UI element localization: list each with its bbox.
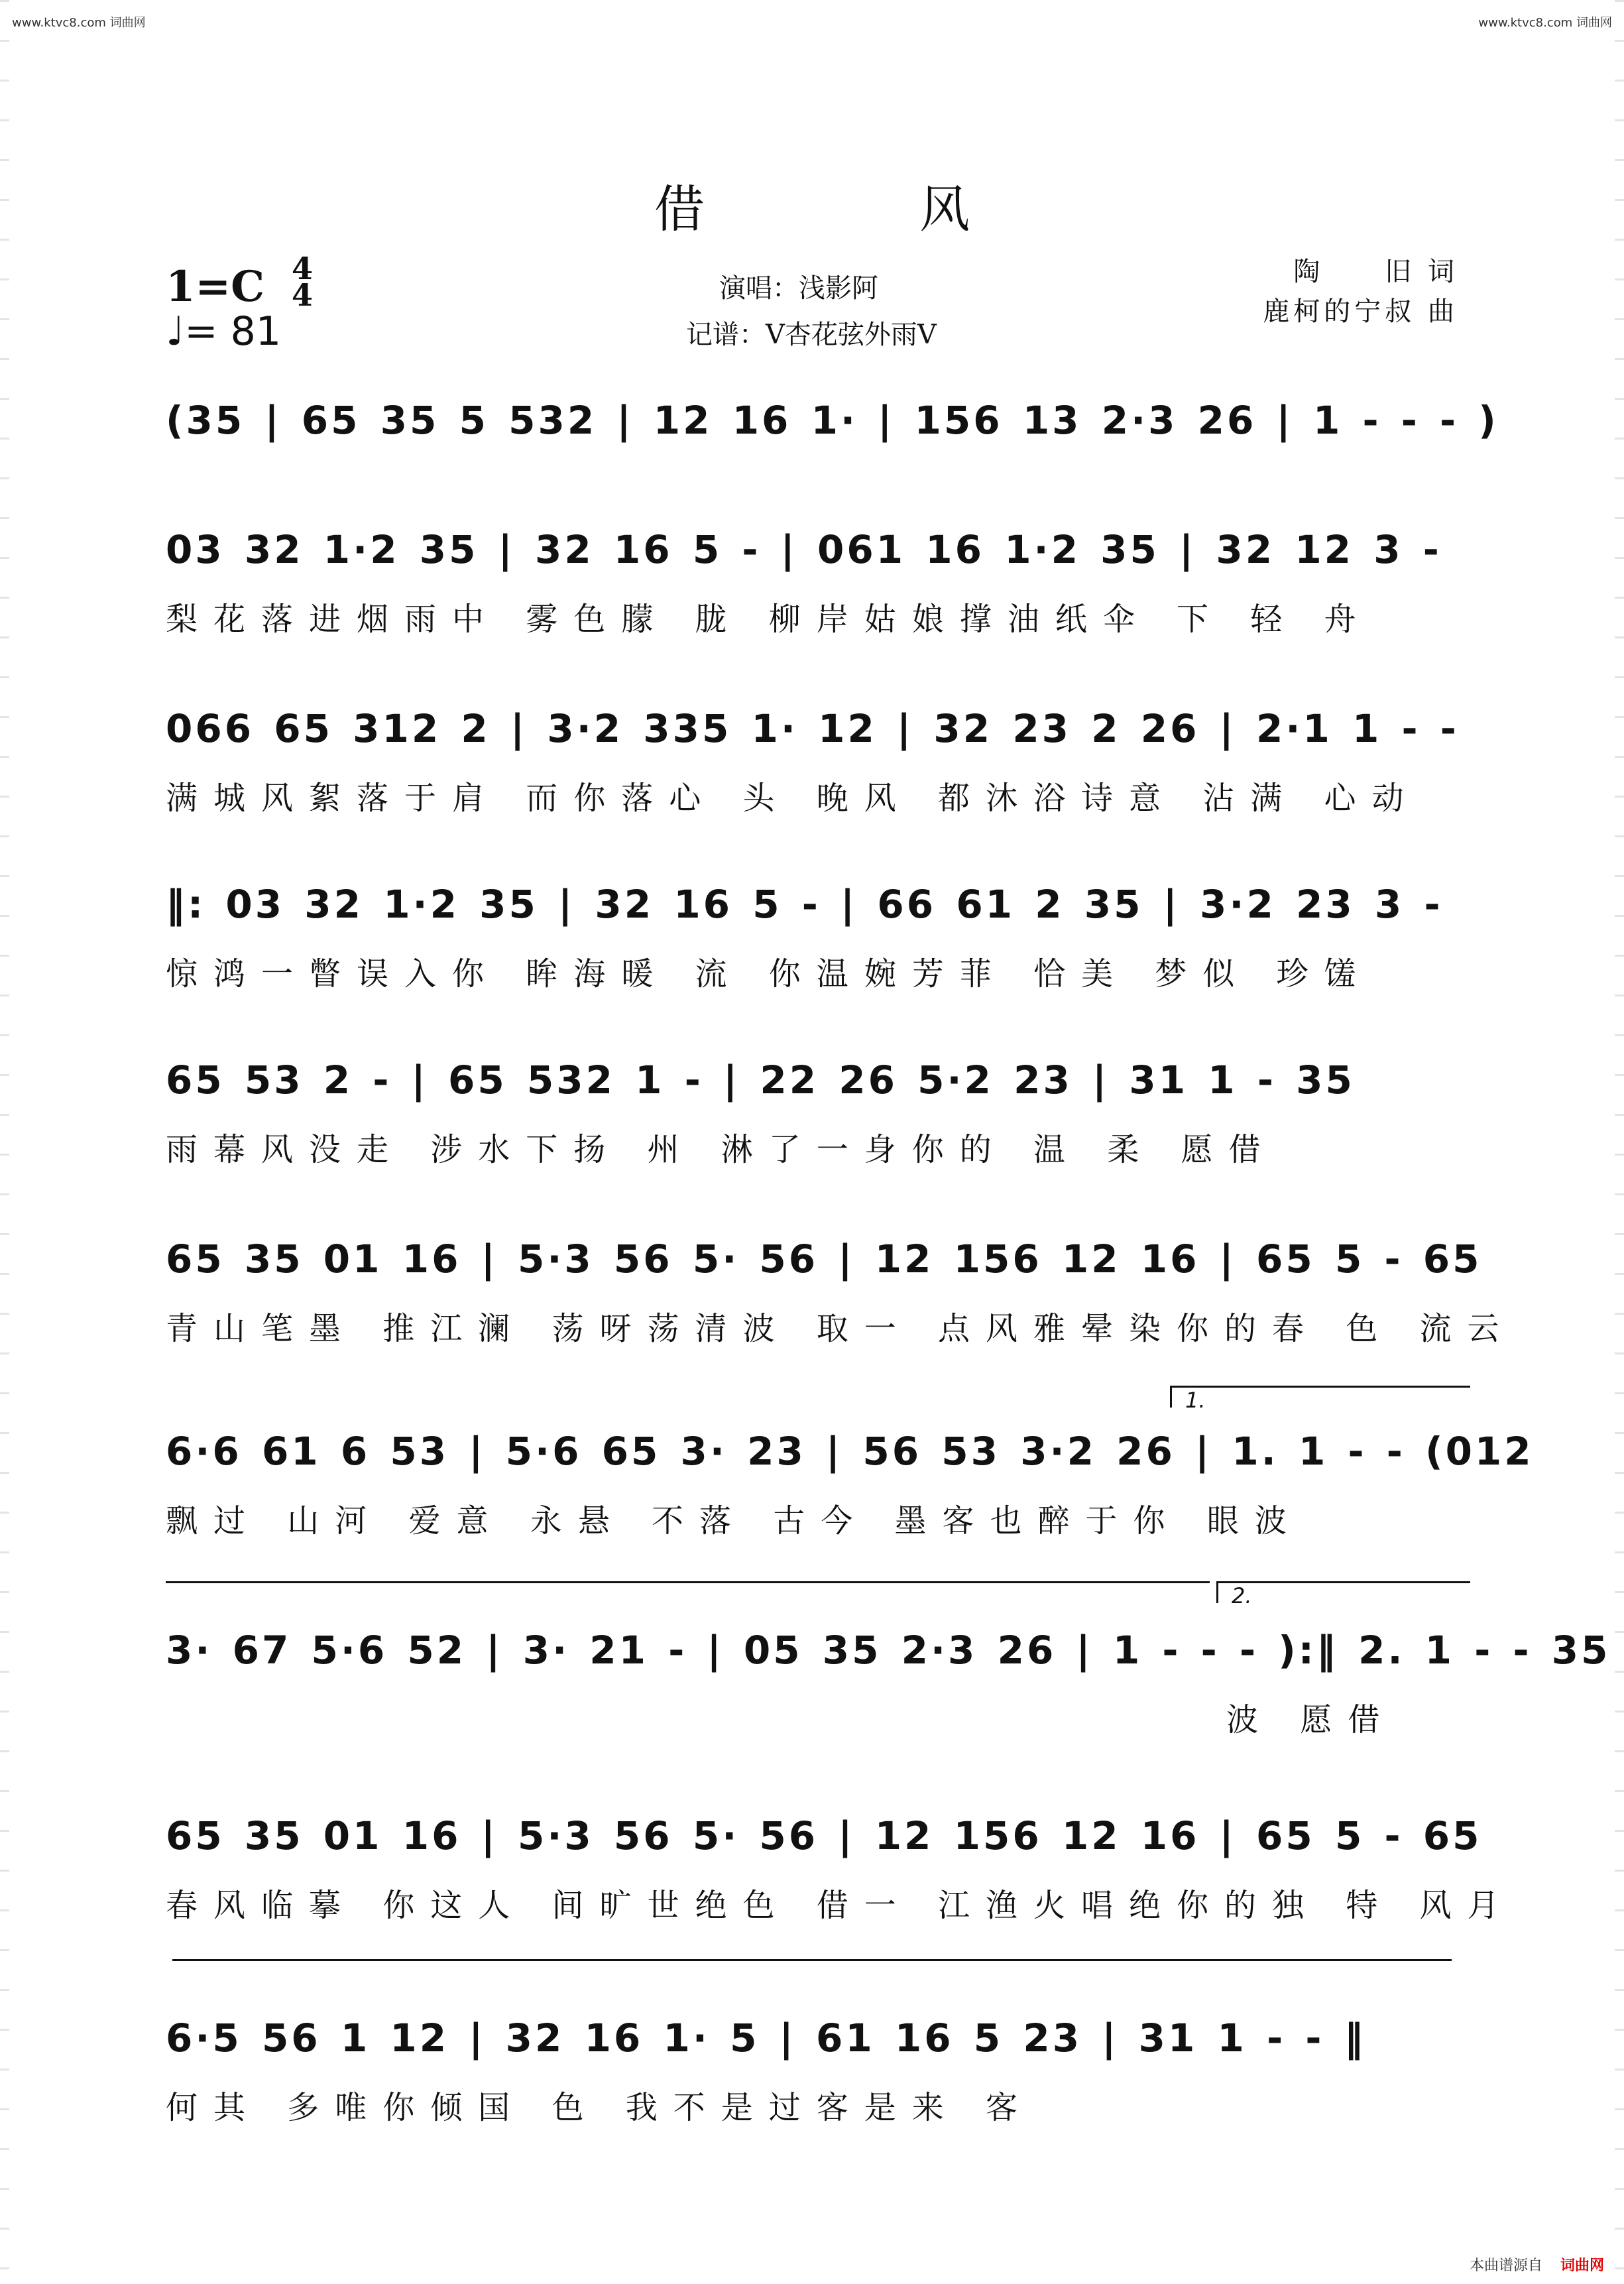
lyric-line: 飘过 山河 爱意 永悬 不落 古今 墨客也醉于你 眼波 bbox=[166, 1502, 1303, 1539]
notation-line: ‖: 03 32 1·2 35 | 32 16 5 - | 66 61 2 35 | 3·2 23 3 - bbox=[166, 882, 1443, 927]
lyric-line: 惊鸿一瞥误入你 眸海暖 流 你温婉芳菲 恰美 梦似 珍馐 bbox=[166, 955, 1372, 992]
score-system-4 bbox=[166, 882, 1458, 994]
notation-line: 066 65 312 2 | 3·2 335 1· 12 | 32 23 2 26 | 2·1 1 - - bbox=[166, 706, 1459, 751]
notation-line: 3· 67 5·6 52 | 3· 21 - | 05 35 2·3 26 | 1 - - - ):‖ 2. 1 - - 35 bbox=[166, 1628, 1611, 1673]
lyric-line: 何其 多唯你倾国 色 我不是过客是来 客 bbox=[166, 2089, 1034, 2126]
lyric-line: 春风临摹 你这人 间旷世绝色 借一 江渔火唱绝你的独 特 风月 bbox=[166, 1887, 1515, 1924]
lyric-line: 雨幕风没走 涉水下扬 州 淋了一身你的 温 柔 愿借 bbox=[166, 1131, 1277, 1168]
time-signature bbox=[292, 251, 314, 313]
notation-line: 65 35 01 16 | 5·3 56 5· 56 | 12 156 12 16 | 65 5 - 65 bbox=[166, 1236, 1482, 1282]
page-footer bbox=[1470, 2254, 1604, 2275]
score-system-6 bbox=[166, 1236, 1515, 1349]
score-system-3 bbox=[166, 706, 1458, 818]
meter-top: 4 bbox=[292, 251, 314, 286]
right-margin-strip bbox=[1615, 0, 1624, 2284]
lyric-line: 满城风絮落于肩 而你落心 头 晚风 都沐浴诗意 沾满 心动 bbox=[166, 780, 1420, 817]
footer-source-text: 本曲谱源自 bbox=[1469, 2257, 1542, 2274]
score-system-7 bbox=[166, 1429, 1534, 1541]
transcriber-credit: 记谱：V杏花弦外雨V bbox=[686, 320, 937, 350]
notation-line: 65 53 2 - | 65 532 1 - | 22 26 5·2 23 | 31 1 - 35 bbox=[166, 1057, 1355, 1103]
lyric-line: 波 愿借 bbox=[1226, 1701, 1396, 1738]
score-system-10 bbox=[166, 2015, 1458, 2128]
first-ending-line bbox=[166, 1581, 1210, 1583]
notation-line: 65 35 01 16 | 5·3 56 5· 56 | 12 156 12 16 | 65 5 - 65 bbox=[166, 1813, 1482, 1858]
key-signature: 1=C bbox=[166, 262, 265, 312]
first-ending-bracket: 1. bbox=[1170, 1386, 1470, 1408]
second-ending-bracket: 2. bbox=[1216, 1581, 1470, 1603]
lyric-line: 梨花落进烟雨中 雾色朦 胧 柳岸姑娘撑油纸伞 下 轻 舟 bbox=[166, 601, 1372, 638]
notation-line: 6·6 61 6 53 | 5·6 65 3· 23 | 56 53 3·2 26 | 1. 1 - - (012 bbox=[166, 1429, 1534, 1474]
score-system-5 bbox=[166, 1057, 1458, 1170]
score-system-8 bbox=[166, 1628, 1611, 1740]
lyricist-credit: 陶 旧 词 bbox=[1293, 257, 1458, 287]
meter-bottom: 4 bbox=[292, 277, 314, 313]
final-system-bracket bbox=[172, 1959, 1452, 1961]
performance-credits bbox=[686, 265, 937, 358]
author-credits bbox=[1263, 252, 1458, 331]
notation-line: 03 32 1·2 35 | 32 16 5 - | 061 16 1·2 35 | 32 12 3 - bbox=[166, 527, 1442, 572]
score-system-9 bbox=[166, 1813, 1515, 1925]
score-system-2 bbox=[166, 527, 1458, 639]
site-watermark-right: www.ktvc8.com 词曲网 bbox=[1478, 16, 1612, 30]
composer-credit: 鹿柯的宁叔 曲 bbox=[1263, 296, 1458, 327]
lyric-line: 青山笔墨 推江澜 荡呀荡清波 取一 点风雅晕染你的春 色 流云 bbox=[166, 1310, 1515, 1347]
notation-line: (35 | 65 35 5 532 | 12 16 1· | 156 13 2·3 26 | 1 - - - ) bbox=[166, 398, 1499, 443]
singer-credit: 演唱：浅影阿 bbox=[719, 273, 878, 304]
song-title: 借 风 bbox=[654, 180, 1070, 239]
site-watermark-left: www.ktvc8.com 词曲网 bbox=[12, 16, 146, 30]
notation-line: 6·5 56 1 12 | 32 16 1· 5 | 61 16 5 23 | 31 1 - - ‖ bbox=[166, 2015, 1366, 2061]
tempo-marking: ♩= 81 bbox=[166, 308, 281, 355]
footer-brand-link[interactable]: 词曲网 bbox=[1560, 2257, 1604, 2274]
score-system-1 bbox=[166, 398, 1499, 464]
left-margin-strip bbox=[0, 0, 9, 2284]
